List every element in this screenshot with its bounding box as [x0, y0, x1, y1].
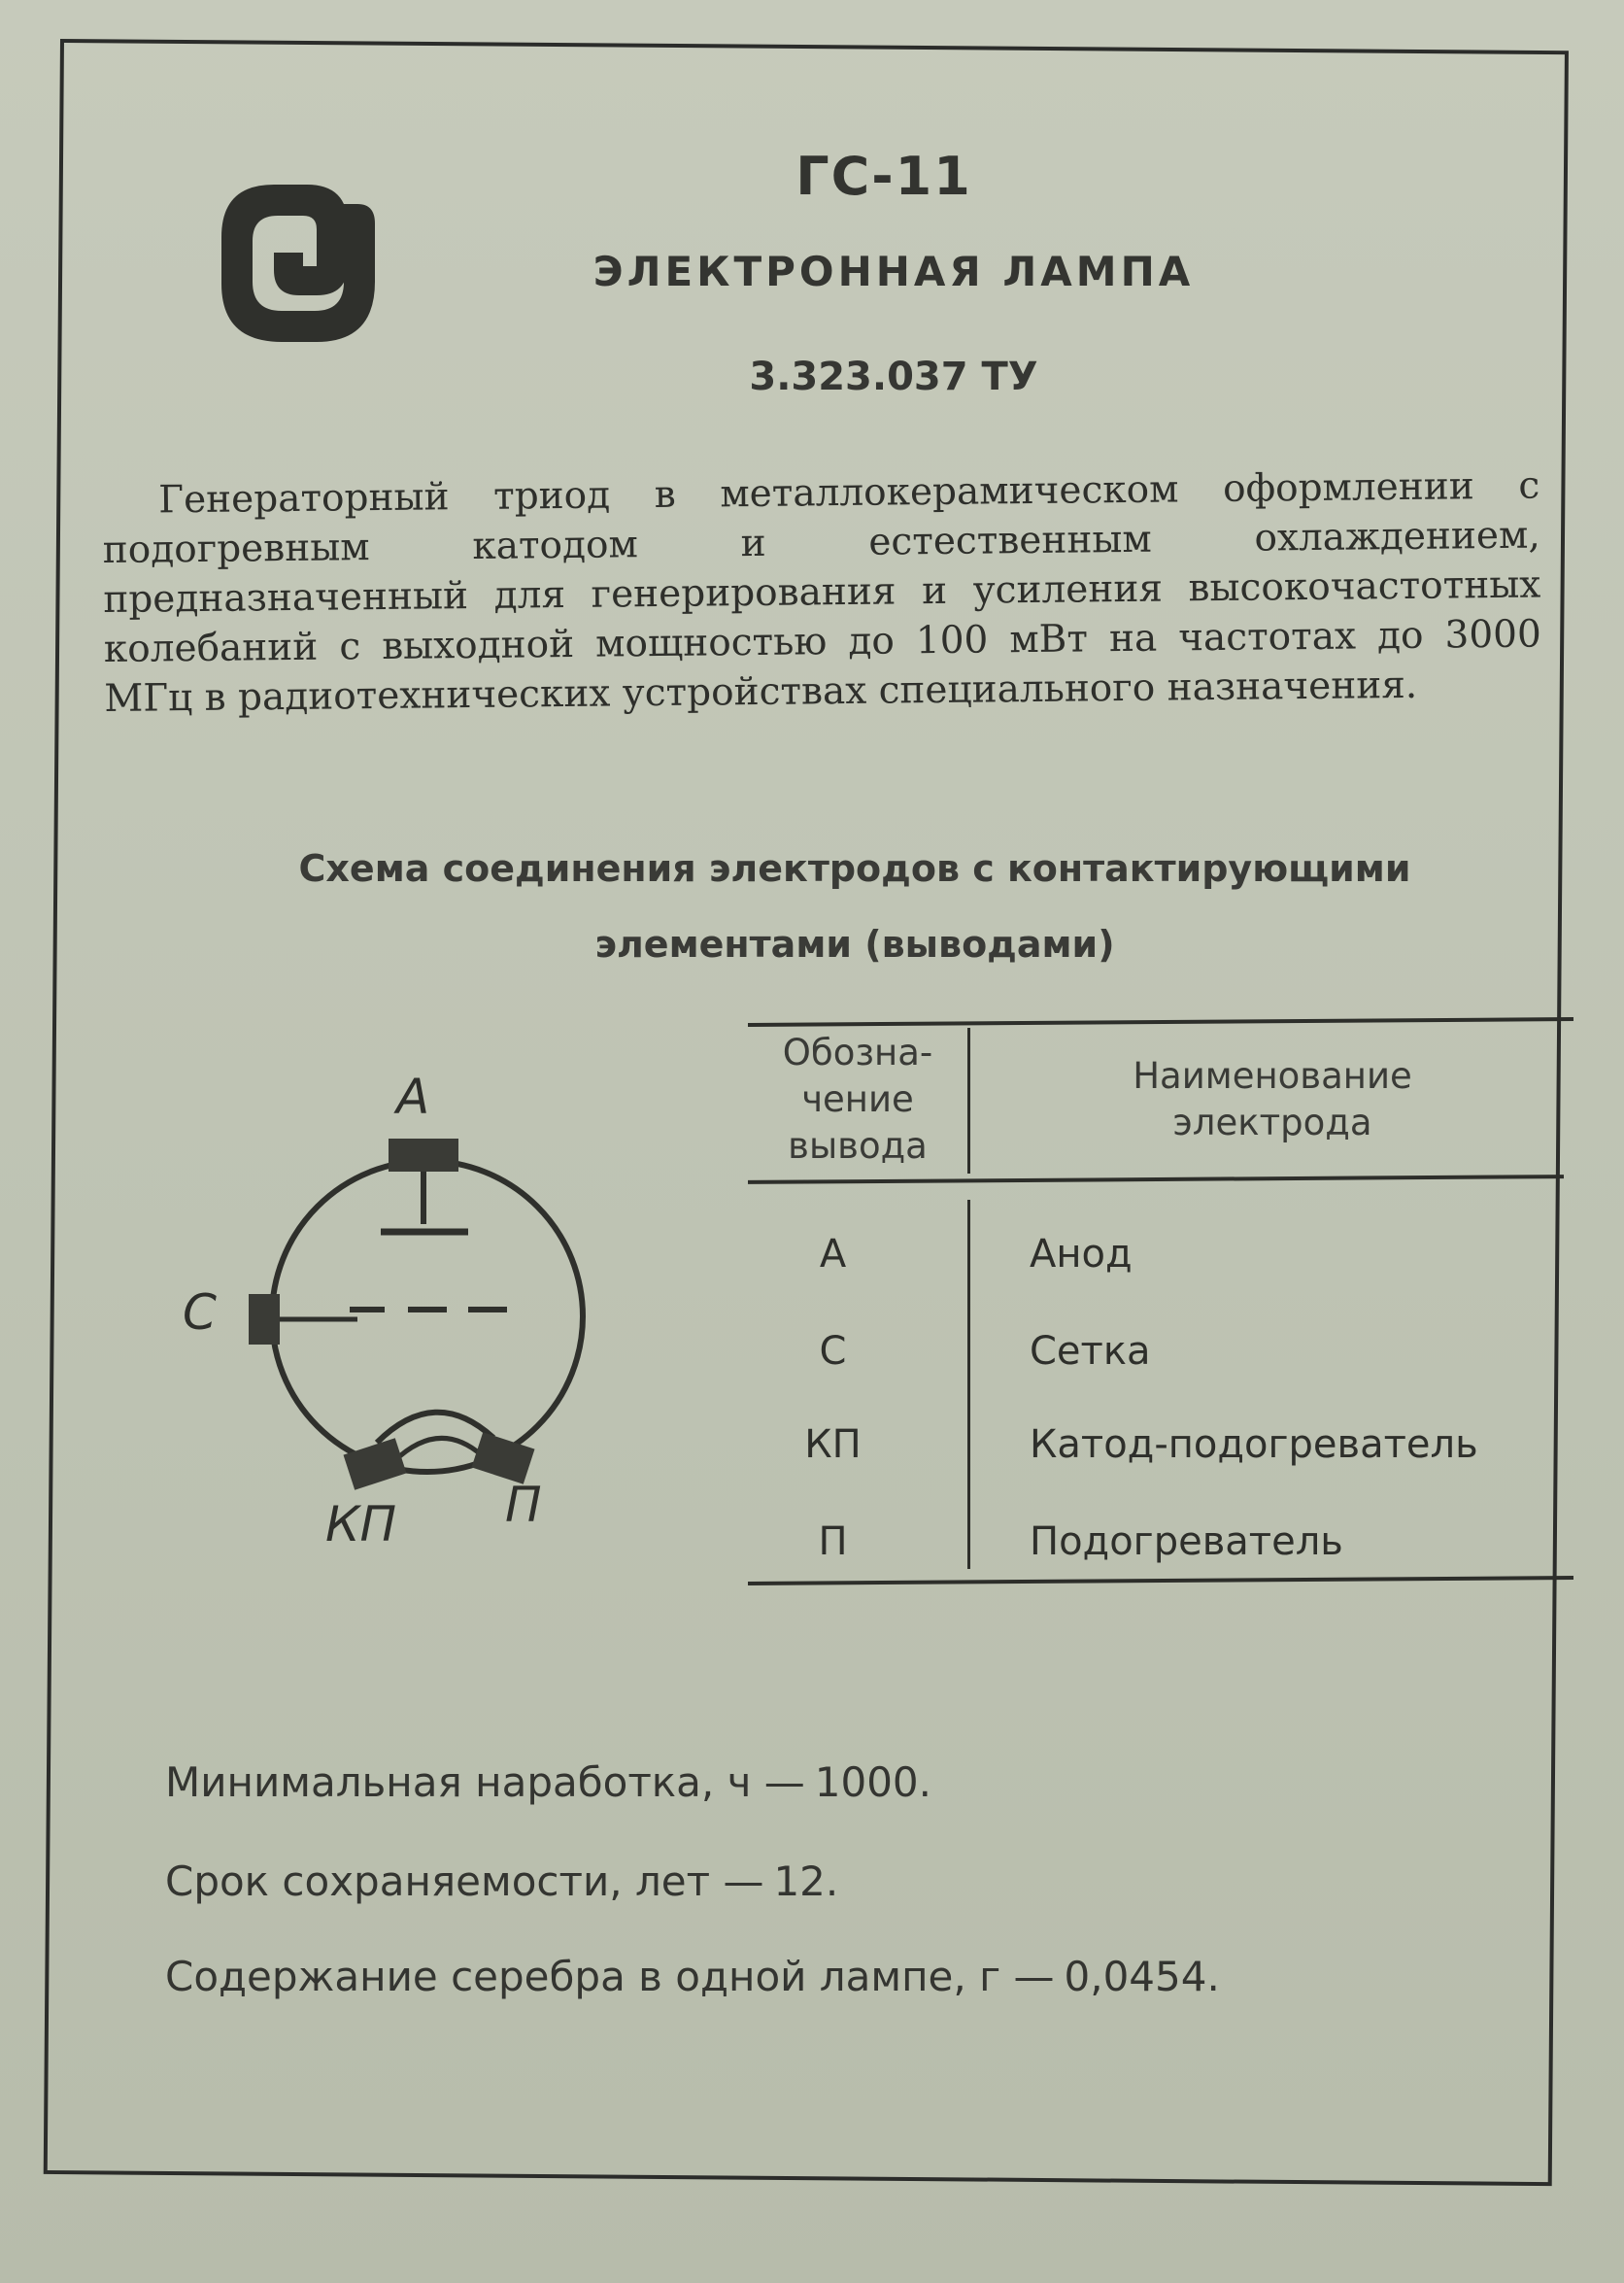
table-row-name: Катод-подогреватель — [1030, 1422, 1478, 1467]
table-row-name: Анод — [1030, 1232, 1133, 1277]
pin-label-heater: П — [505, 1477, 542, 1533]
table-row-code: С — [819, 1329, 847, 1374]
param-value: 1000. — [814, 1758, 932, 1806]
lamp-model-title: ГС-11 — [795, 146, 972, 207]
table-row-code: КП — [804, 1422, 862, 1467]
param-label: Срок сохраняемости, лет — — [165, 1857, 764, 1905]
table-header-rule — [748, 1175, 1564, 1184]
table-top-rule — [748, 1017, 1573, 1027]
table-row-code: А — [819, 1232, 847, 1277]
param-min-runtime — [165, 1758, 931, 1806]
param-value: 12. — [773, 1857, 839, 1905]
schema-title-line2: элементами (выводами) — [594, 923, 1115, 966]
table-row-name: Сетка — [1030, 1329, 1151, 1374]
param-storage-life — [165, 1857, 838, 1905]
table-row-name: Подогреватель — [1030, 1519, 1343, 1564]
table-bottom-rule — [748, 1576, 1573, 1585]
table-header-code: Обозна- чение вывода — [782, 1032, 933, 1167]
pin-label-grid: С — [183, 1284, 217, 1341]
table-header-divider — [967, 1028, 970, 1174]
table-row-code: П — [818, 1519, 848, 1564]
electrode-table — [748, 1010, 1573, 1593]
param-silver-content — [165, 1953, 1220, 2000]
triode-diagram — [165, 1069, 612, 1574]
param-value: 0,0454. — [1064, 1953, 1220, 2000]
spec-number: 3.323.037 ТУ — [749, 355, 1038, 399]
pin-label-anode: А — [396, 1069, 430, 1125]
schema-title — [146, 831, 1564, 982]
electronika-logo-icon — [212, 175, 385, 350]
table-header-name: Наименование электрода — [1133, 1055, 1412, 1143]
pin-label-cathode-heater: КП — [325, 1496, 397, 1552]
schema-title-line1: Схема соединения электродов с контактирующими — [298, 847, 1411, 890]
table-body-divider — [967, 1200, 970, 1569]
description-paragraph: Генераторный триод в металлокерамическом оформлении с подогревным катодом и естественным охлаждением, предназначенный для генерирования и усиления высокочастотных колебаний с выходной мощностью до 100 мВт на частотах до 3000 МГц в радиотехнических устройствах специального назначения. — [102, 463, 1542, 721]
lamp-type-subtitle: ЭЛЕКТРОННАЯ ЛАМПА — [592, 248, 1195, 295]
param-label: Содержание серебра в одной лампе, г — — [165, 1953, 1055, 2000]
param-label: Минимальная наработка, ч — — [165, 1758, 805, 1806]
